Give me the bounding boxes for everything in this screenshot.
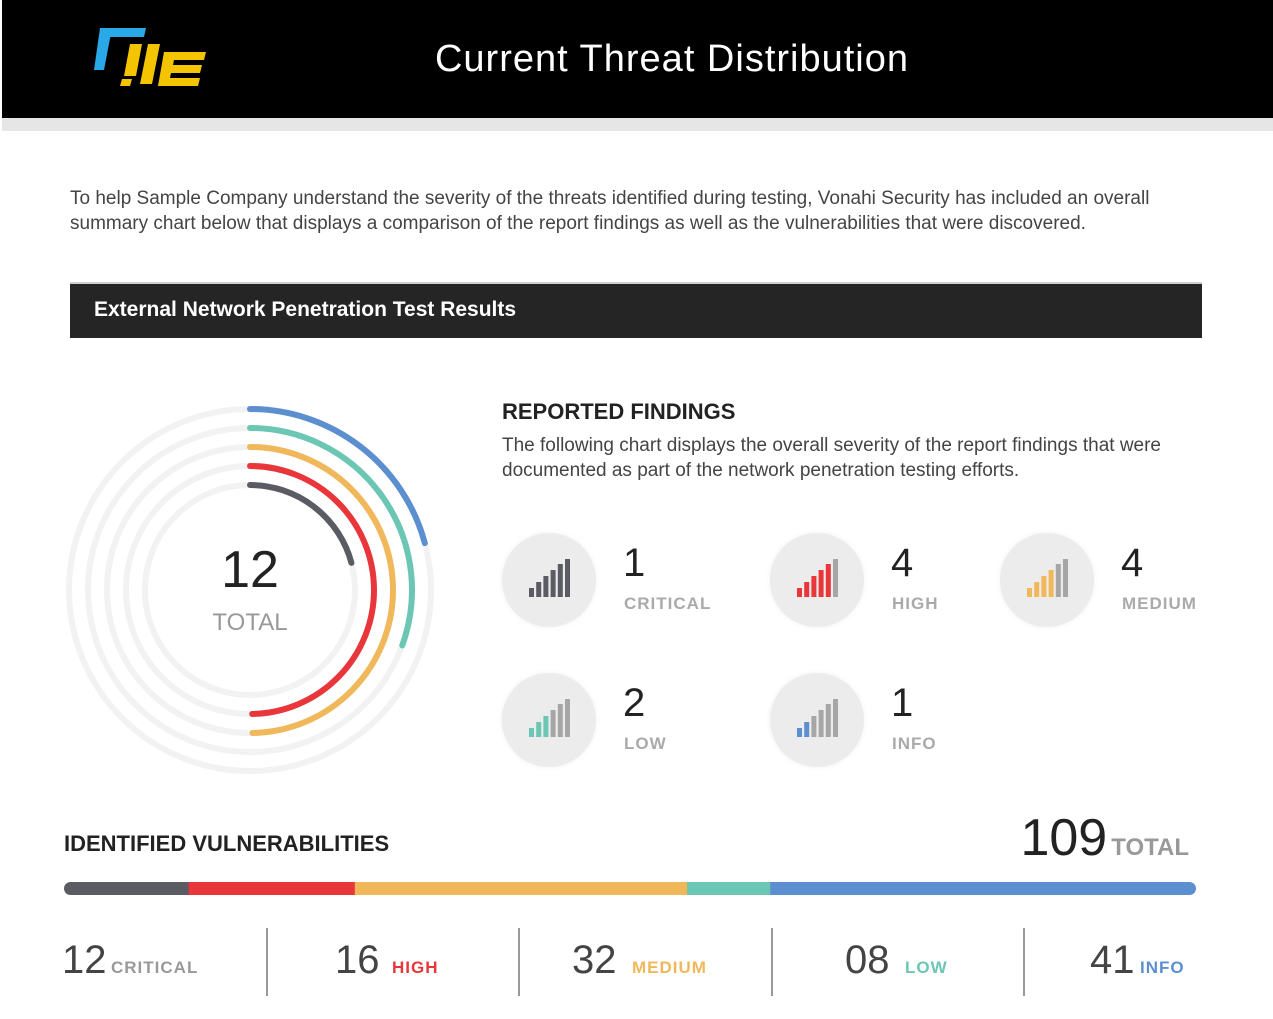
signal-bar <box>833 559 838 597</box>
reported-findings-description: The following chart displays the overall severity of the report findings that were documented as part of the network penetration testing efforts. <box>502 435 1161 481</box>
signal-bar <box>1049 570 1054 597</box>
header-bar <box>2 0 1273 118</box>
finding-high <box>770 533 1010 633</box>
finding-label: HIGH <box>892 594 939 613</box>
page-title: Current Threat Distribution <box>434 38 910 80</box>
bar-segment-low <box>687 882 771 895</box>
vulnerabilities-total-count: 109 <box>1020 809 1108 867</box>
stat-divider <box>771 928 773 996</box>
finding-critical <box>502 533 742 633</box>
signal-bar <box>1027 588 1032 597</box>
signal-bar <box>811 716 816 737</box>
vuln-count: 12 <box>62 938 107 982</box>
header-shadow <box>2 118 1273 131</box>
donut-total-label: TOTAL <box>212 609 288 636</box>
vuln-stat-critical <box>62 928 314 996</box>
vulnerabilities-heading: IDENTIFIED VULNERABILITIES <box>64 831 390 856</box>
vuln-label: LOW <box>905 958 948 977</box>
finding-count: 4 <box>891 541 914 585</box>
signal-bar <box>797 728 802 737</box>
stat-divider <box>266 928 268 996</box>
vuln-stat-high <box>335 928 587 996</box>
finding-medium <box>1000 533 1240 633</box>
bar-segment-medium <box>355 882 688 895</box>
signal-bar <box>558 704 563 737</box>
section-title: External Network Penetration Test Results <box>94 298 517 321</box>
signal-bar <box>819 570 824 597</box>
signal-bar <box>819 710 824 737</box>
vuln-stat-info <box>1090 928 1273 996</box>
signal-bar <box>543 716 548 737</box>
signal-bar <box>804 582 809 597</box>
signal-bars-icon <box>1024 557 1070 603</box>
vuln-count: 08 <box>845 938 890 982</box>
finding-low <box>502 673 742 773</box>
signal-bar <box>811 576 816 597</box>
signal-bar <box>1056 564 1061 597</box>
intro-paragraph: To help Sample Company understand the severity of the threats identified during testing, Vonahi Security has included an overall summary chart below that displays a comparison of the report findings as well as the vulnerabilities that were discovered. <box>70 188 1150 234</box>
signal-bar <box>529 588 534 597</box>
finding-count: 2 <box>623 681 646 725</box>
vuln-count: 16 <box>335 938 380 982</box>
signal-bars-icon <box>526 697 572 743</box>
finding-count: 1 <box>623 541 646 585</box>
signal-bar <box>1041 576 1046 597</box>
finding-label: INFO <box>892 734 937 753</box>
finding-label: MEDIUM <box>1122 594 1197 613</box>
reported-findings-heading: REPORTED FINDINGS <box>502 399 736 424</box>
vuln-label: CRITICAL <box>111 958 199 977</box>
signal-bar <box>558 564 563 597</box>
bar-segment-critical <box>64 882 189 895</box>
vuln-stat-low <box>845 928 1097 996</box>
signal-bar <box>804 722 809 737</box>
finding-label: CRITICAL <box>624 594 712 613</box>
vulnerabilities-total <box>1020 808 1189 868</box>
bar-segment-high <box>189 882 356 895</box>
signal-bar <box>551 710 556 737</box>
signal-bars-icon <box>794 557 840 603</box>
signal-bar <box>565 699 570 737</box>
signal-bar <box>543 576 548 597</box>
signal-bar <box>1063 559 1068 597</box>
signal-bar <box>797 588 802 597</box>
signal-bar <box>1034 582 1039 597</box>
signal-bar <box>529 728 534 737</box>
signal-bar <box>826 564 831 597</box>
vulnerabilities-total-label: TOTAL <box>1111 834 1189 861</box>
signal-bar <box>826 704 831 737</box>
vulnerabilities-stacked-bar <box>64 882 1196 895</box>
vuln-stat-medium <box>572 928 824 996</box>
vuln-count: 32 <box>572 938 617 982</box>
itie-logo <box>94 24 212 88</box>
donut-total: 12 <box>221 541 279 599</box>
signal-bars-icon <box>526 557 572 603</box>
signal-bars-icon <box>794 697 840 743</box>
section-header <box>70 282 1202 338</box>
signal-bar <box>833 699 838 737</box>
finding-count: 1 <box>891 681 914 725</box>
vuln-label: HIGH <box>392 958 439 977</box>
stat-divider <box>518 928 520 996</box>
stat-divider <box>1023 928 1025 996</box>
vuln-label: INFO <box>1140 958 1185 977</box>
finding-info <box>770 673 1010 773</box>
finding-label: LOW <box>624 734 667 753</box>
finding-count: 4 <box>1121 541 1144 585</box>
signal-bar <box>536 582 541 597</box>
bar-segment-info <box>770 882 1196 895</box>
signal-bar <box>536 722 541 737</box>
vuln-count: 41 <box>1090 938 1135 982</box>
vuln-label: MEDIUM <box>632 958 707 977</box>
signal-bar <box>565 559 570 597</box>
signal-bar <box>551 570 556 597</box>
